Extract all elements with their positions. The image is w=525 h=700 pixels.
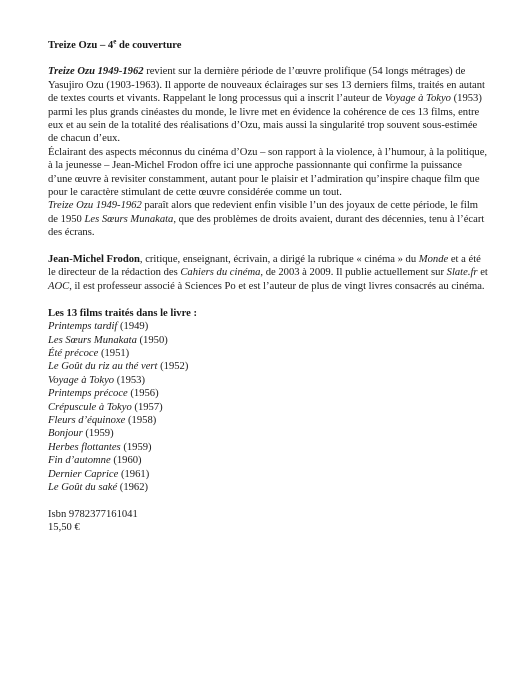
film-title: Été précoce bbox=[48, 347, 99, 359]
publication-monde: Monde bbox=[418, 254, 449, 266]
film-year: (1958) bbox=[125, 414, 157, 426]
film-title: Herbes flottantes bbox=[48, 441, 121, 453]
film-item bbox=[48, 468, 488, 481]
film-item bbox=[48, 481, 488, 494]
intro-text: revient sur la dernière période de l’œuvre prolifique (54 longs métrages) de Yasujiro Ozu (1903-1963). Il apporte de nouveaux éclairages sur ses 13 derniers films, traités en autant de textes courts et vivants. Rappelant le long processus qui a inscrit l’auteur de bbox=[48, 66, 485, 105]
aspects-paragraph bbox=[48, 146, 488, 200]
price-line: 15,50 € bbox=[48, 522, 80, 534]
heading-superscript: e bbox=[113, 37, 117, 46]
film-item bbox=[48, 427, 488, 440]
visible-text-end: , que des problèmes de droits avaient, durant des décennies, tenu à l’écart des écrans. bbox=[48, 213, 485, 239]
film-title: Fleurs d’équinoxe bbox=[48, 414, 126, 426]
film-title: Les Sœurs Munakata bbox=[48, 334, 137, 346]
author-text: , de 2003 à 2009. Il publie actuellement sur bbox=[260, 267, 447, 279]
film-year: (1956) bbox=[127, 388, 159, 400]
publication-aoc: AOC bbox=[48, 280, 70, 292]
film-year: (1950) bbox=[136, 334, 168, 346]
author-text: , il est professeur associé à Sciences Po et est l’auteur de plus de vingt livres consacrés au cinéma. bbox=[69, 280, 485, 292]
spacer bbox=[48, 494, 488, 507]
isbn-line: Isbn 9782377161041 bbox=[48, 508, 138, 520]
film-item bbox=[48, 360, 488, 373]
film-title: Le Goût du saké bbox=[48, 481, 118, 493]
film-title: Voyage à Tokyo bbox=[48, 374, 115, 386]
film-item bbox=[48, 374, 488, 387]
film-title: Fin d’automne bbox=[48, 455, 111, 467]
film-item bbox=[48, 347, 488, 360]
film-item bbox=[48, 401, 488, 414]
book-title: Treize Ozu 1949-1962 bbox=[48, 66, 144, 78]
heading-text-end: de couverture bbox=[116, 40, 182, 51]
document-page bbox=[48, 39, 488, 535]
film-year: (1959) bbox=[82, 428, 114, 440]
film-year: (1952) bbox=[157, 361, 189, 373]
visible-paragraph bbox=[48, 199, 488, 239]
author-name: Jean-Michel Frodon bbox=[48, 254, 140, 266]
film-year: (1962) bbox=[117, 481, 149, 493]
film-year: (1957) bbox=[131, 401, 163, 413]
intro-paragraph bbox=[48, 65, 488, 145]
film-year: (1949) bbox=[117, 321, 149, 333]
film-title: Crépuscule à Tokyo bbox=[48, 401, 132, 413]
film-title: Les Sœurs Munakata bbox=[84, 213, 174, 225]
intro-text-end: (1953) parmi les plus grands cinéastes du monde, le livre met en évidence la cohérence de ces 13 films, entre eux et au sein de la totalité des réalisations d’Ozu, mais aussi la singularité trop souvent sous-estimée de chacun d’eux. bbox=[48, 93, 482, 145]
work-title: Voyage à Tokyo bbox=[384, 93, 451, 105]
film-year: (1961) bbox=[118, 468, 150, 480]
film-title: Le Goût du riz au thé vert bbox=[48, 361, 158, 373]
film-title: Printemps tardif bbox=[48, 321, 118, 333]
document-heading bbox=[48, 39, 488, 52]
films-list-title: Les 13 films traités dans le livre : bbox=[48, 307, 197, 319]
film-year: (1951) bbox=[98, 347, 130, 359]
aspects-text: Éclairant des aspects méconnus du cinéma d’Ozu – son rapport à la violence, à l’humour, à la politique, à la jeunesse – Jean-Michel Frodon offre ici une approche passionnante qui confirme la puissance d’une œuvre à revisiter constamment, autant pour le plaisir et l’admiration qu’inspire chaque film que pour le caractère stimulant de cette œuvre considérée comme un tout. bbox=[48, 146, 488, 199]
films-list bbox=[48, 320, 488, 494]
heading-text: Treize Ozu – 4 bbox=[48, 40, 114, 51]
film-item bbox=[48, 320, 488, 333]
film-item bbox=[48, 414, 488, 427]
author-text: , critique, enseignant, écrivain, a dirigé la rubrique « cinéma » du bbox=[139, 254, 419, 266]
film-item bbox=[48, 454, 488, 467]
author-text: et bbox=[477, 267, 488, 279]
author-paragraph bbox=[48, 253, 488, 293]
film-year: (1953) bbox=[114, 374, 146, 386]
film-title: Dernier Caprice bbox=[48, 468, 119, 480]
visible-text: paraît alors que redevient enfin visible l’un des joyaux de cette période, le film de 1950 bbox=[48, 200, 479, 225]
author-text: et a été le directeur de la rédaction des bbox=[48, 254, 481, 279]
film-item bbox=[48, 334, 488, 347]
spacer bbox=[48, 240, 488, 253]
film-title: Printemps précoce bbox=[48, 388, 128, 400]
film-title: Bonjour bbox=[48, 428, 83, 440]
publication-slate: Slate.fr bbox=[446, 267, 478, 279]
spacer bbox=[48, 293, 488, 306]
publication-cahiers: Cahiers du cinéma bbox=[180, 267, 261, 279]
film-year: (1960) bbox=[110, 455, 142, 467]
film-item bbox=[48, 441, 488, 454]
film-year: (1959) bbox=[120, 441, 152, 453]
film-item bbox=[48, 387, 488, 400]
book-title: Treize Ozu 1949-1962 bbox=[48, 200, 142, 212]
